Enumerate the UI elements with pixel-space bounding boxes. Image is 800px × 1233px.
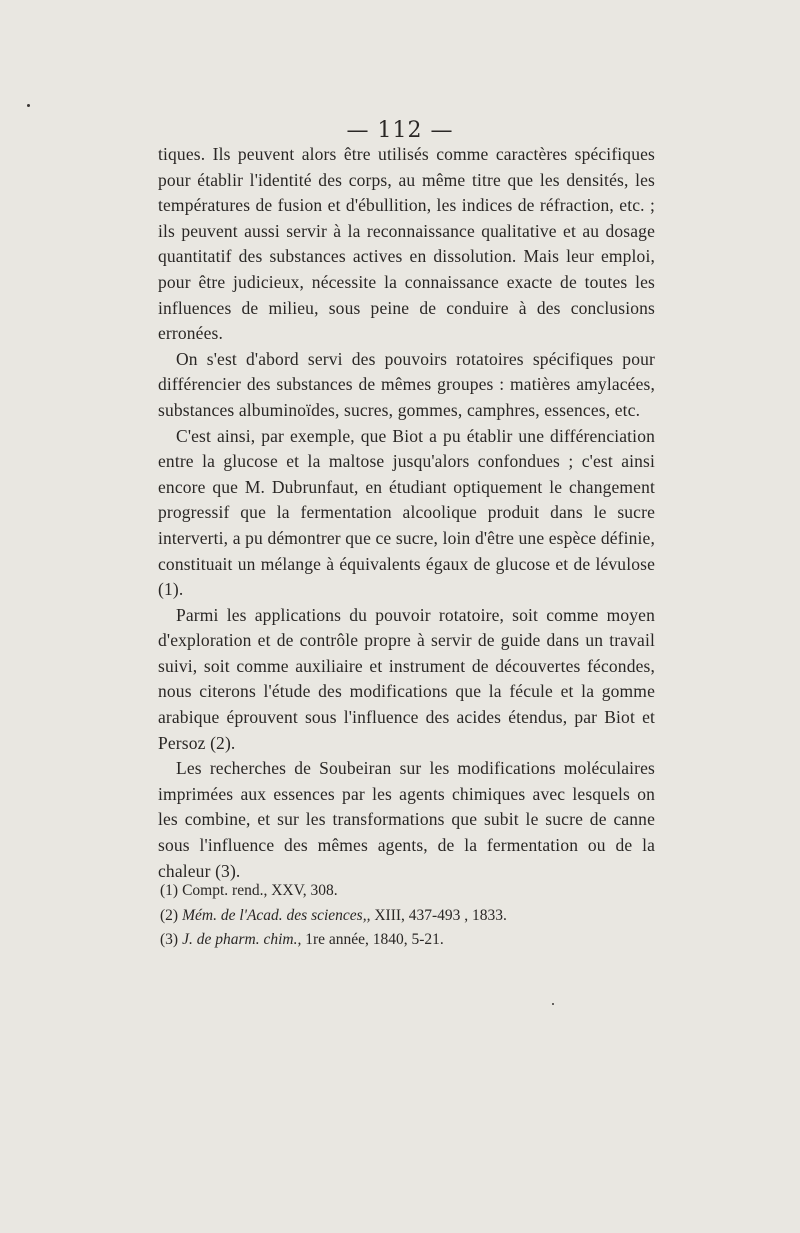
footnote-mark: (3) bbox=[160, 931, 179, 948]
footnote-mark: (1) bbox=[160, 882, 179, 899]
body-text bbox=[158, 142, 655, 884]
footnote-details: 1re année, 1840, 5-21. bbox=[301, 931, 444, 948]
footnote bbox=[160, 879, 660, 904]
footnote-source: Mém. de l'Acad. des sciences,, bbox=[182, 906, 371, 924]
page-number: — 112 — bbox=[346, 118, 454, 143]
footnotes bbox=[160, 879, 660, 953]
footnote bbox=[160, 904, 660, 929]
paragraph: C'est ainsi, par exemple, que Biot a pu établir une différenciation entre la glucose et la maltose jusqu'alors confondues ; c'est ainsi encore que M. Dubrunfaut, en étudiant optiquement le changement progressif que la fermentation alcoolique produit dans le sucre interverti, a pu démontrer que ce sucre, loin d'être une espèce définie, constituait un mélange à équivalents égaux de glucose et de lévulose (1). bbox=[158, 425, 655, 600]
footnote-mark: (2) bbox=[160, 906, 179, 924]
paragraph: Parmi les applications du pouvoir rotatoire, soit comme moyen d'exploration et de contrôle propre à servir de guide dans un travail suivi, soit comme auxiliaire et instrument de découvertes fécondes, nous citerons l'étude des modifications que la fécule et la gomme arabique éprouvent sous l'influence des acides étendus, par Biot et Persoz (2). bbox=[158, 604, 655, 753]
footnote-source: J. de pharm. chim., bbox=[182, 931, 302, 948]
footnote-source: Compt. rend., XXV, 308. bbox=[182, 882, 338, 899]
paragraph: tiques. Ils peuvent alors être utilisés comme caractères spécifiques pour établir l'identité des corps, au même titre que les densités, les températures de fusion et d'ébullition, les indices de réfraction, etc. ; ils peuvent aussi servir à la reconnaissance qualitative et au dosage quantitatif des substances actives en dissolution. Mais leur emploi, pour être judicieux, nécessite la connaissance exacte de toutes les influences de milieu, sous peine de conduire à des conclusions erronées. bbox=[158, 144, 655, 344]
footnote bbox=[160, 928, 660, 953]
paragraph: Les recherches de Soubeiran sur les modifications moléculaires imprimées aux essences par les agents chimiques avec lesquels on les combine, et sur les transformations que subit le sucre de canne sous l'influence des mêmes agents, de la fermentation ou de la chaleur (3). bbox=[158, 758, 655, 881]
paper-speck bbox=[552, 1003, 554, 1005]
paper-speck bbox=[27, 104, 30, 107]
paragraph: On s'est d'abord servi des pouvoirs rotatoires spécifiques pour différencier des substances de mêmes groupes : matières amylacées, substances albuminoïdes, sucres, gommes, camphres, essences, etc. bbox=[158, 348, 655, 420]
footnote-details: XIII, 437-493 , 1833. bbox=[370, 906, 507, 924]
